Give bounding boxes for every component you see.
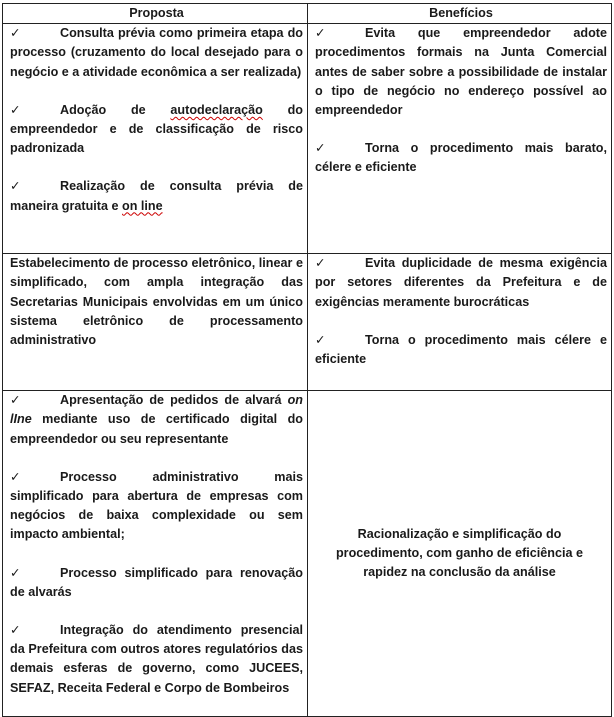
checkmark-icon: ✓	[10, 565, 21, 580]
proposta-cell	[3, 254, 308, 391]
beneficios-cell	[308, 391, 612, 717]
table-row	[3, 391, 612, 717]
item-text: Torna o procedimento mais barato, célere e eficiente	[315, 141, 607, 175]
checkmark-icon: ✓	[315, 332, 326, 347]
list-item	[10, 101, 303, 159]
checkmark-icon: ✓	[315, 26, 326, 41]
item-text: Processo administrativo mais simplificado para abertura de empresas com negócios de baixa complexidade ou sem impacto ambiental;	[10, 469, 303, 542]
checkmark-icon: ✓	[10, 179, 21, 194]
proposals-table	[2, 3, 612, 717]
checkmark-icon: ✓	[10, 623, 21, 638]
spellcheck-word: on line	[122, 198, 163, 213]
proposta-cell	[3, 24, 308, 254]
item-text: mediante uso de certificado digital do empreendedor ou seu representante	[10, 412, 303, 446]
list-item	[10, 621, 303, 698]
list-item	[315, 331, 607, 369]
list-item	[315, 24, 607, 120]
list-item	[10, 24, 303, 82]
list-item	[10, 468, 303, 545]
checkmark-icon: ✓	[315, 256, 326, 271]
list-item	[10, 564, 303, 602]
checkmark-icon: ✓	[10, 102, 21, 117]
list-item	[10, 177, 303, 215]
item-text: Realização de consulta prévia de maneira gratuita e	[10, 179, 303, 213]
spellcheck-word: autodeclaração	[170, 102, 263, 117]
table-row	[3, 254, 612, 391]
item-text: Torna o procedimento mais célere e eficiente	[315, 332, 607, 367]
table-row	[3, 24, 612, 254]
beneficios-cell	[308, 24, 612, 254]
item-text: Consulta prévia como primeira etapa do processo (cruzamento do local desejado para o negócio e a atividade econômica a ser realizada)	[10, 26, 303, 79]
item-text: Processo simplificado para renovação de alvarás	[10, 565, 303, 599]
proposta-cell	[3, 391, 308, 717]
item-text: Racionalização e simplificação do procedimento, com ganho de eficiência e rapidez na conclusão da análise	[335, 526, 584, 580]
checkmark-icon: ✓	[10, 393, 21, 408]
header-beneficios: Benefícios	[308, 4, 612, 24]
checkmark-icon: ✓	[315, 141, 326, 156]
italic-term: on lIne	[10, 393, 303, 427]
checkmark-icon: ✓	[10, 26, 21, 41]
item-text: Integração do atendimento presencial da Prefeitura com outros atores regulatórios das demais esferas de governo, como JUCEES, SEFAZ, Receita Federal e Corpo de Bombeiros	[10, 623, 303, 695]
item-text: do empreendedor e de classificação de risco padronizada	[10, 102, 303, 156]
item-text: Adoção de	[60, 102, 171, 117]
item-text: Estabelecimento de processo eletrônico, linear e simplificado, com ampla integração das Secretarias Municipais envolvidas em um único sistema eletrônico de processamento administrativo	[10, 256, 303, 348]
header-proposta: Proposta	[3, 4, 308, 24]
list-item	[315, 254, 607, 312]
checkmark-icon: ✓	[10, 469, 21, 484]
list-item	[10, 391, 303, 449]
list-item	[315, 139, 607, 177]
item-text: Apresentação de pedidos de alvará	[60, 393, 288, 408]
item-text: Evita duplicidade de mesma exigência por setores diferentes da Prefeitura e de exigências meramente burocráticas	[315, 256, 607, 309]
item-text: Evita que empreendedor adote procedimentos formais na Junta Comercial antes de saber sobre a possibilidade de instalar o tipo de negócio no endereço possível ao empreendedor	[315, 26, 607, 118]
beneficios-cell	[308, 254, 612, 391]
